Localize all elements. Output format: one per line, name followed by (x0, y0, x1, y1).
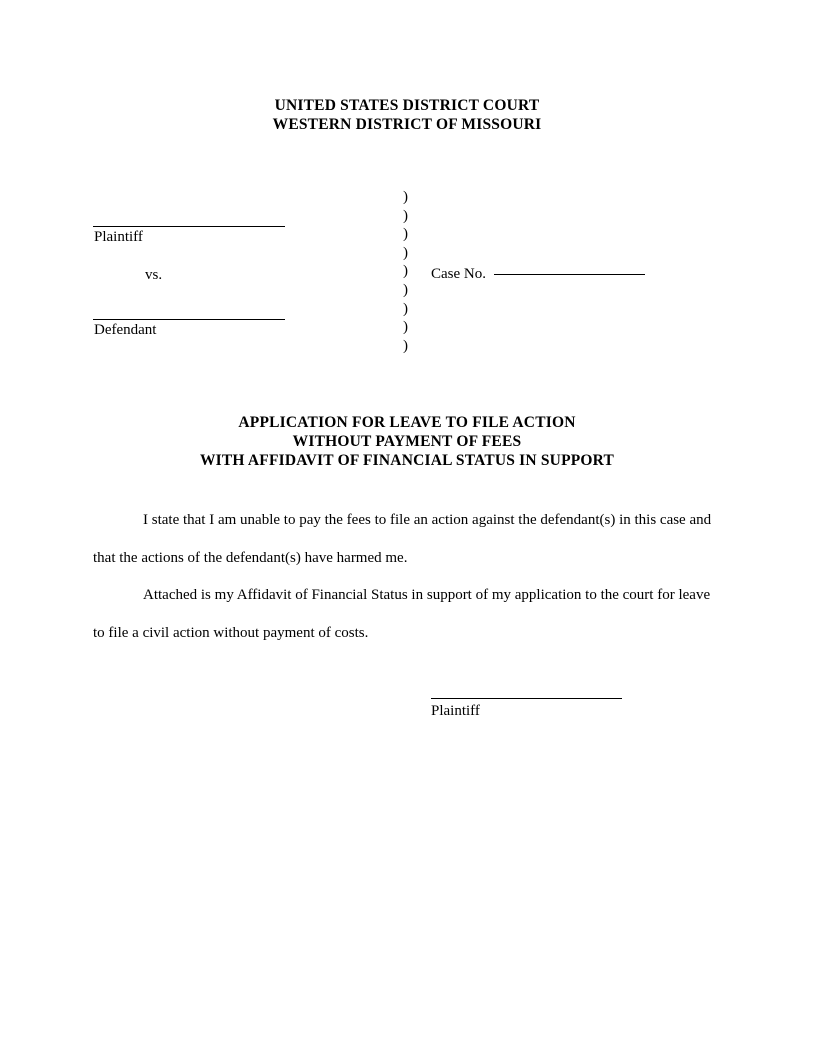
plaintiff-name-blank-rule[interactable] (93, 226, 285, 227)
defendant-label: Defendant (94, 322, 157, 338)
case-number-field (431, 265, 645, 283)
document-title-line2: WITHOUT PAYMENT OF FEES (292, 433, 522, 450)
signature-blank-rule[interactable] (431, 698, 622, 699)
caption-paren-glyph: ) (403, 300, 408, 317)
caption-paren-glyph: ) (403, 337, 408, 354)
plaintiff-label: Plaintiff (94, 229, 143, 245)
defendant-name-blank-rule[interactable] (93, 319, 285, 320)
document-title-line1: APPLICATION FOR LEAVE TO FILE ACTION (238, 414, 576, 431)
court-district-line2: WESTERN DISTRICT OF MISSOURI (272, 116, 542, 133)
court-header (93, 96, 721, 134)
document-title-line3: WITH AFFIDAVIT OF FINANCIAL STATUS IN SUPPORT (199, 452, 615, 469)
case-number-label: Case No. (431, 266, 486, 282)
versus-label: vs. (145, 267, 163, 283)
caption-parenthesis-column (403, 188, 423, 355)
court-name-line1: UNITED STATES DISTRICT COURT (274, 97, 540, 114)
body-paragraph-1: I state that I am unable to pay the fees to file an action against the defendant(s) in this case and that the actions of the defendant(s) have harmed me. (93, 512, 712, 566)
caption-paren-glyph: ) (403, 207, 408, 224)
caption-paren-glyph: ) (403, 244, 408, 261)
caption-paren-glyph: ) (403, 281, 408, 298)
caption-paren-glyph: ) (403, 189, 408, 205)
case-number-blank-rule[interactable] (494, 274, 645, 275)
document-title (93, 413, 721, 470)
document-body (93, 502, 721, 652)
caption-paren-glyph: ) (403, 263, 408, 280)
caption-paren-glyph: ) (403, 319, 408, 336)
signature-block (431, 698, 631, 720)
body-paragraph-2: Attached is my Affidavit of Financial Status in support of my application to the court for leave to file a civil action without payment of costs. (93, 587, 711, 641)
signature-plaintiff-label: Plaintiff (431, 703, 480, 719)
case-caption (93, 188, 721, 363)
caption-paren-glyph: ) (403, 226, 408, 243)
